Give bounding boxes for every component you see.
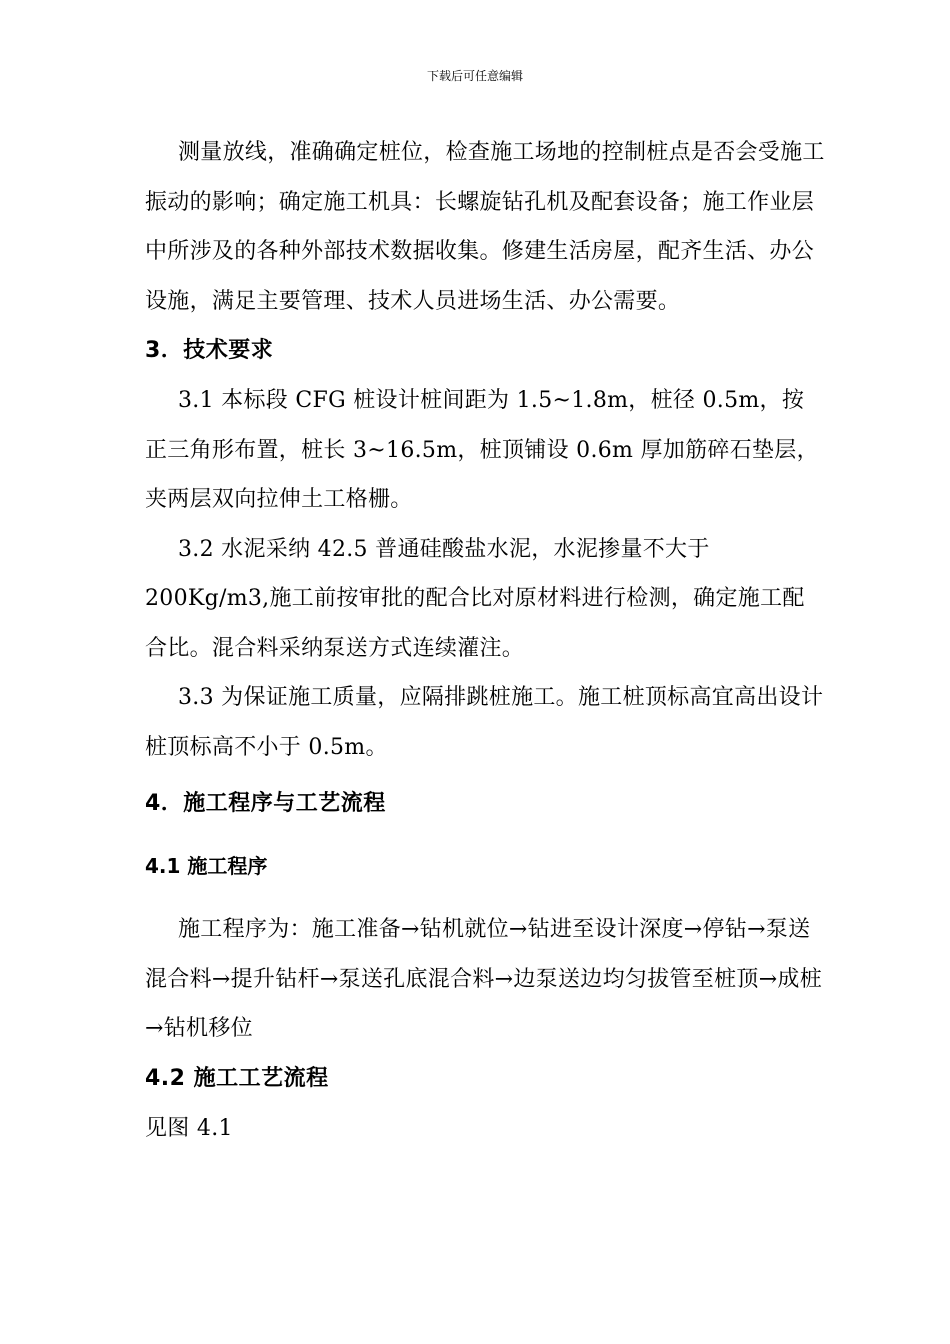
document-body [145,128,825,1153]
section-4-2-paragraph: 见图 4.1 [145,1115,233,1141]
section-3-heading: 3．技术要求 [145,338,274,363]
intro-paragraph: 测量放线，准确确定桩位，检查施工场地的控制桩点是否会受施工振动的影响；确定施工机具：长螺旋钻孔机及配套设备；施工作业层中所涉及的各种外部技术数据收集。修建生活房屋，配齐生活、办公设施，满足主要管理、技术人员进场生活、办公需要。 [145,140,825,314]
section-4-1-paragraph: 施工程序为：施工准备→钻机就位→钻进至设计深度→停钻→泵送混合料→提升钻杆→泵送孔底混合料→边泵送边均匀拔管至桩顶→成桩→钻机移位 [145,917,823,1041]
section-4-1-heading: 4.1 施工程序 [145,854,268,878]
page-header-note: 下载后可任意编辑 [426,69,523,83]
section-3-3-paragraph: 3.3 为保证施工质量，应隔排跳桩施工。施工桩顶标高宜高出设计桩顶标高不小于 0.5m。 [145,685,824,760]
section-4-heading: 4．施工程序与工艺流程 [145,791,386,816]
section-4-2-heading: 4.2 施工工艺流程 [145,1065,329,1091]
section-3-2-paragraph: 3.2 水泥采纳 42.5 普通硅酸盐水泥，水泥掺量不大于 200Kg/m3,施工前按审批的配合比对原材料进行检测，确定施工配合比。混合料采纳泵送方式连续灌注。 [145,536,805,661]
section-3-1-paragraph: 3.1 本标段 CFG 桩设计桩间距为 1.5~1.8m，桩径 0.5m，按正三角形布置，桩长 3~16.5m，桩顶铺设 0.6m 厚加筋碎石垫层，夹两层双向拉伸土工格栅。 [145,388,819,512]
